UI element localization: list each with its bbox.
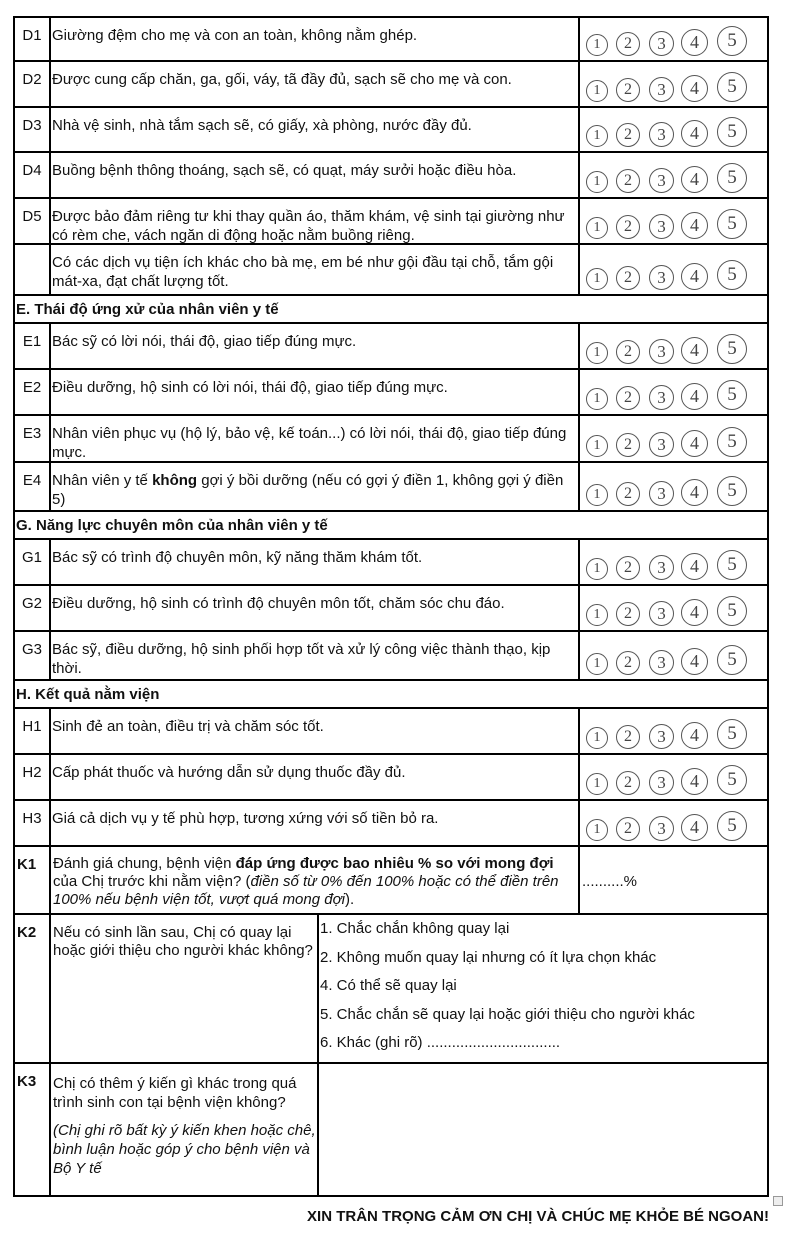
rating-scale — [580, 463, 767, 510]
rating-option-2[interactable]: 2 — [616, 169, 640, 193]
question-row-d4 — [15, 153, 767, 199]
rating-option-1[interactable]: 1 — [586, 727, 608, 749]
question-code: E2 — [15, 370, 51, 414]
rating-option-1[interactable]: 1 — [586, 558, 608, 580]
rating-option-1[interactable]: 1 — [586, 80, 608, 102]
rating-scale — [580, 370, 767, 414]
question-row-d-extra — [15, 245, 767, 296]
rating-scale — [580, 108, 767, 151]
rating-option-5[interactable]: 5 — [717, 380, 747, 410]
rating-scale — [580, 755, 767, 799]
rating-option-4[interactable]: 4 — [681, 120, 708, 147]
rating-option-3[interactable]: 3 — [649, 122, 674, 147]
rating-option-4[interactable]: 4 — [681, 648, 708, 675]
question-row-k2 — [15, 915, 767, 1064]
question-text-part: ). — [345, 891, 355, 908]
rating-option-4[interactable]: 4 — [681, 430, 708, 457]
rating-option-1[interactable]: 1 — [586, 604, 608, 626]
question-row-k1 — [15, 847, 767, 915]
rating-option-1[interactable]: 1 — [586, 171, 608, 193]
question-code: H2 — [15, 755, 51, 799]
question-code: G3 — [15, 632, 51, 679]
question-text: Sinh đẻ an toàn, điều trị và chăm sóc tốt. — [51, 709, 580, 753]
rating-option-3[interactable]: 3 — [649, 724, 674, 749]
question-row-g1 — [15, 540, 767, 586]
rating-scale — [580, 245, 767, 294]
rating-option-1[interactable]: 1 — [586, 435, 608, 457]
question-text: Được cung cấp chăn, ga, gối, váy, tã đầy đủ, sạch sẽ cho mẹ và con. — [51, 62, 580, 106]
question-row-g3 — [15, 632, 767, 681]
question-text: Bác sỹ, điều dưỡng, hộ sinh phối hợp tốt và xử lý công việc thành thạo, kịp thời. — [51, 632, 580, 679]
rating-option-4[interactable]: 4 — [681, 75, 708, 102]
rating-option-5[interactable]: 5 — [717, 72, 747, 102]
question-text-part: của Chị trước khi nằm viện? ( — [53, 873, 251, 890]
rating-option-4[interactable]: 4 — [681, 29, 708, 56]
question-text-part: gợi ý bồi dưỡng (nếu có gợi ý điền 1, không gợi ý điền 5) — [52, 472, 564, 508]
question-code: E4 — [15, 463, 51, 510]
rating-option-1[interactable]: 1 — [586, 34, 608, 56]
rating-option-5[interactable]: 5 — [717, 427, 747, 457]
rating-option-3[interactable]: 3 — [649, 770, 674, 795]
question-code: D3 — [15, 108, 51, 151]
rating-option-5[interactable]: 5 — [717, 117, 747, 147]
rating-option-4[interactable]: 4 — [681, 599, 708, 626]
rating-option-5[interactable]: 5 — [717, 260, 747, 290]
rating-option-3[interactable]: 3 — [649, 385, 674, 410]
question-code: E1 — [15, 324, 51, 368]
question-code: D4 — [15, 153, 51, 197]
question-code: K3 — [15, 1064, 51, 1195]
rating-option-4[interactable]: 4 — [681, 814, 708, 841]
question-text: Nhân viên phục vụ (hộ lý, bảo vệ, kế toán...) có lời nói, thái độ, giao tiếp đúng mực. — [51, 416, 580, 461]
rating-option-3[interactable]: 3 — [649, 77, 674, 102]
anchor-marker — [773, 1196, 783, 1206]
rating-option-1[interactable]: 1 — [586, 268, 608, 290]
question-text: Có các dịch vụ tiện ích khác cho bà mẹ, em bé như gội đầu tại chỗ, tắm gội mát-xa, đạt chất lượng tốt. — [51, 245, 580, 294]
question-code: D2 — [15, 62, 51, 106]
rating-option-5[interactable]: 5 — [717, 334, 747, 364]
section-heading-g: G. Năng lực chuyên môn của nhân viên y tế — [15, 512, 767, 540]
rating-option-2[interactable]: 2 — [616, 482, 640, 506]
section-heading-e: E. Thái độ ứng xử của nhân viên y tế — [15, 296, 767, 324]
question-row-e2 — [15, 370, 767, 416]
rating-option-1[interactable]: 1 — [586, 217, 608, 239]
rating-scale — [580, 62, 767, 106]
question-text: Nếu có sinh lần sau, Chị có quay lại hoặc giới thiệu cho người khác không? — [51, 915, 319, 1062]
rating-option-2[interactable]: 2 — [616, 556, 640, 580]
question-code: D5 — [15, 199, 51, 243]
rating-option-3[interactable]: 3 — [649, 31, 674, 56]
rating-option-2[interactable]: 2 — [616, 817, 640, 841]
rating-scale — [580, 586, 767, 630]
rating-option-3[interactable]: 3 — [649, 168, 674, 193]
rating-option-3[interactable]: 3 — [649, 555, 674, 580]
rating-option-2[interactable]: 2 — [616, 602, 640, 626]
question-code: H3 — [15, 801, 51, 845]
percent-answer-field[interactable]: ..........% — [582, 873, 638, 890]
rating-option-5[interactable]: 5 — [717, 765, 747, 795]
rating-option-5[interactable]: 5 — [717, 209, 747, 239]
rating-option-5[interactable]: 5 — [717, 811, 747, 841]
question-text — [51, 463, 580, 510]
rating-option-2[interactable]: 2 — [616, 651, 640, 675]
question-row-d1 — [15, 18, 767, 62]
question-text — [51, 1064, 319, 1195]
question-row-d5 — [15, 199, 767, 245]
question-text-note: điền số từ 0% đến 100% hoặc có thể điền trên 100% nếu bệnh viện tốt, vượt quá mong đợi — [53, 873, 559, 908]
question-text — [51, 847, 580, 913]
question-note: (Chị ghi rõ bất kỳ ý kiến khen hoặc chê, bình luận hoặc góp ý cho bệnh viện và Bộ Y tế — [53, 1122, 316, 1177]
rating-option-2[interactable]: 2 — [616, 266, 640, 290]
rating-scale — [580, 801, 767, 845]
rating-option-5[interactable]: 5 — [717, 476, 747, 506]
rating-option-3[interactable]: 3 — [649, 214, 674, 239]
rating-option-5[interactable]: 5 — [717, 550, 747, 580]
question-text: Cấp phát thuốc và hướng dẫn sử dụng thuốc đầy đủ. — [51, 755, 580, 799]
answer-option-5[interactable]: 5. Chắc chắn sẽ quay lại hoặc giới thiệu cho người khác — [320, 1005, 695, 1023]
question-text-part: Nhân viên y tế — [52, 472, 153, 489]
rating-option-3[interactable]: 3 — [649, 816, 674, 841]
answer-option-4[interactable]: 4. Có thể sẽ quay lại — [320, 977, 457, 995]
question-row-h2 — [15, 755, 767, 801]
question-text: Buồng bệnh thông thoáng, sạch sẽ, có quạt, máy sưởi hoặc điều hòa. — [51, 153, 580, 197]
question-row-h1 — [15, 709, 767, 755]
rating-option-1[interactable]: 1 — [586, 388, 608, 410]
rating-scale — [580, 153, 767, 197]
rating-option-3[interactable]: 3 — [649, 432, 674, 457]
rating-option-2[interactable]: 2 — [616, 340, 640, 364]
question-code: K2 — [15, 915, 51, 1062]
rating-option-1[interactable]: 1 — [586, 653, 608, 675]
rating-option-5[interactable]: 5 — [717, 26, 747, 56]
rating-option-2[interactable]: 2 — [616, 215, 640, 239]
question-row-d2 — [15, 62, 767, 108]
rating-scale — [580, 632, 767, 679]
question-code: E3 — [15, 416, 51, 461]
rating-option-2[interactable]: 2 — [616, 32, 640, 56]
answer-option-2[interactable]: 2. Không muốn quay lại nhưng có ít lựa chọn khác — [320, 948, 657, 966]
rating-option-4[interactable]: 4 — [681, 383, 708, 410]
question-text: Điều dưỡng, hộ sinh có trình độ chuyên môn tốt, chăm sóc chu đáo. — [51, 586, 580, 630]
rating-scale — [580, 709, 767, 753]
rating-option-2[interactable]: 2 — [616, 78, 640, 102]
rating-scale — [580, 18, 767, 60]
question-main: Chị có thêm ý kiến gì khác trong quá trình sinh con tại bệnh viện không? — [53, 1075, 297, 1111]
rating-option-5[interactable]: 5 — [717, 645, 747, 675]
question-code: G2 — [15, 586, 51, 630]
section-heading-h: H. Kết quả nằm viện — [15, 681, 767, 709]
question-row-d3 — [15, 108, 767, 153]
rating-option-1[interactable]: 1 — [586, 484, 608, 506]
question-code: G1 — [15, 540, 51, 584]
rating-scale — [580, 416, 767, 461]
question-code — [15, 245, 51, 294]
rating-scale — [580, 540, 767, 584]
closing-message: XIN TRÂN TRỌNG CẢM ƠN CHỊ VÀ CHÚC MẸ KHỎE BÉ NGOAN! — [307, 1208, 769, 1225]
rating-option-4[interactable]: 4 — [681, 553, 708, 580]
answer-option-1[interactable]: 1. Chắc chắn không quay lại — [320, 920, 510, 937]
survey-table — [13, 16, 769, 1197]
question-row-h3 — [15, 801, 767, 847]
rating-option-4[interactable]: 4 — [681, 263, 708, 290]
question-text: Được bảo đảm riêng tư khi thay quần áo, thăm khám, vệ sinh tại giường như có rèm che, vách ngăn di động hoặc nằm buồng riêng. — [51, 199, 580, 243]
question-row-k3 — [15, 1064, 767, 1195]
question-code: K1 — [15, 847, 51, 913]
rating-option-3[interactable]: 3 — [649, 481, 674, 506]
rating-option-5[interactable]: 5 — [717, 596, 747, 626]
question-text: Bác sỹ có lời nói, thái độ, giao tiếp đúng mực. — [51, 324, 580, 368]
rating-option-4[interactable]: 4 — [681, 212, 708, 239]
comment-answer-field[interactable] — [319, 1064, 767, 1195]
rating-option-2[interactable]: 2 — [616, 725, 640, 749]
rating-option-1[interactable]: 1 — [586, 125, 608, 147]
question-text-emphasis: không — [152, 472, 198, 489]
question-text: Điều dưỡng, hộ sinh có lời nói, thái độ, giao tiếp đúng mực. — [51, 370, 580, 414]
rating-option-1[interactable]: 1 — [586, 819, 608, 841]
question-text: Giường đệm cho mẹ và con an toàn, không nằm ghép. — [51, 18, 580, 60]
rating-scale — [580, 199, 767, 243]
rating-option-2[interactable]: 2 — [616, 123, 640, 147]
rating-option-2[interactable]: 2 — [616, 433, 640, 457]
rating-option-4[interactable]: 4 — [681, 768, 708, 795]
question-text: Bác sỹ có trình độ chuyên môn, kỹ năng thăm khám tốt. — [51, 540, 580, 584]
rating-option-4[interactable]: 4 — [681, 722, 708, 749]
rating-scale — [580, 324, 767, 368]
rating-option-4[interactable]: 4 — [681, 479, 708, 506]
question-code: D1 — [15, 18, 51, 60]
question-code: H1 — [15, 709, 51, 753]
question-text: Giá cả dịch vụ y tế phù hợp, tương xứng với số tiền bỏ ra. — [51, 801, 580, 845]
rating-option-2[interactable]: 2 — [616, 386, 640, 410]
rating-option-1[interactable]: 1 — [586, 773, 608, 795]
rating-option-5[interactable]: 5 — [717, 719, 747, 749]
question-row-e3 — [15, 416, 767, 463]
question-row-e1 — [15, 324, 767, 370]
question-text: Nhà vệ sinh, nhà tắm sạch sẽ, có giấy, xà phòng, nước đầy đủ. — [51, 108, 580, 151]
question-text-part: Đánh giá chung, bệnh viện — [53, 855, 236, 872]
answer-option-6-other[interactable]: 6. Khác (ghi rõ) ................................ — [320, 1034, 561, 1052]
rating-option-4[interactable]: 4 — [681, 337, 708, 364]
rating-option-3[interactable]: 3 — [649, 265, 674, 290]
question-row-e4 — [15, 463, 767, 512]
rating-option-3[interactable]: 3 — [649, 650, 674, 675]
rating-option-2[interactable]: 2 — [616, 771, 640, 795]
question-text-emphasis: đáp ứng được bao nhiêu % so với mong đợi — [235, 855, 554, 872]
question-row-g2 — [15, 586, 767, 632]
rating-option-3[interactable]: 3 — [649, 601, 674, 626]
rating-option-4[interactable]: 4 — [681, 166, 708, 193]
rating-option-3[interactable]: 3 — [649, 339, 674, 364]
rating-option-5[interactable]: 5 — [717, 163, 747, 193]
rating-option-1[interactable]: 1 — [586, 342, 608, 364]
answer-options — [319, 915, 767, 1062]
